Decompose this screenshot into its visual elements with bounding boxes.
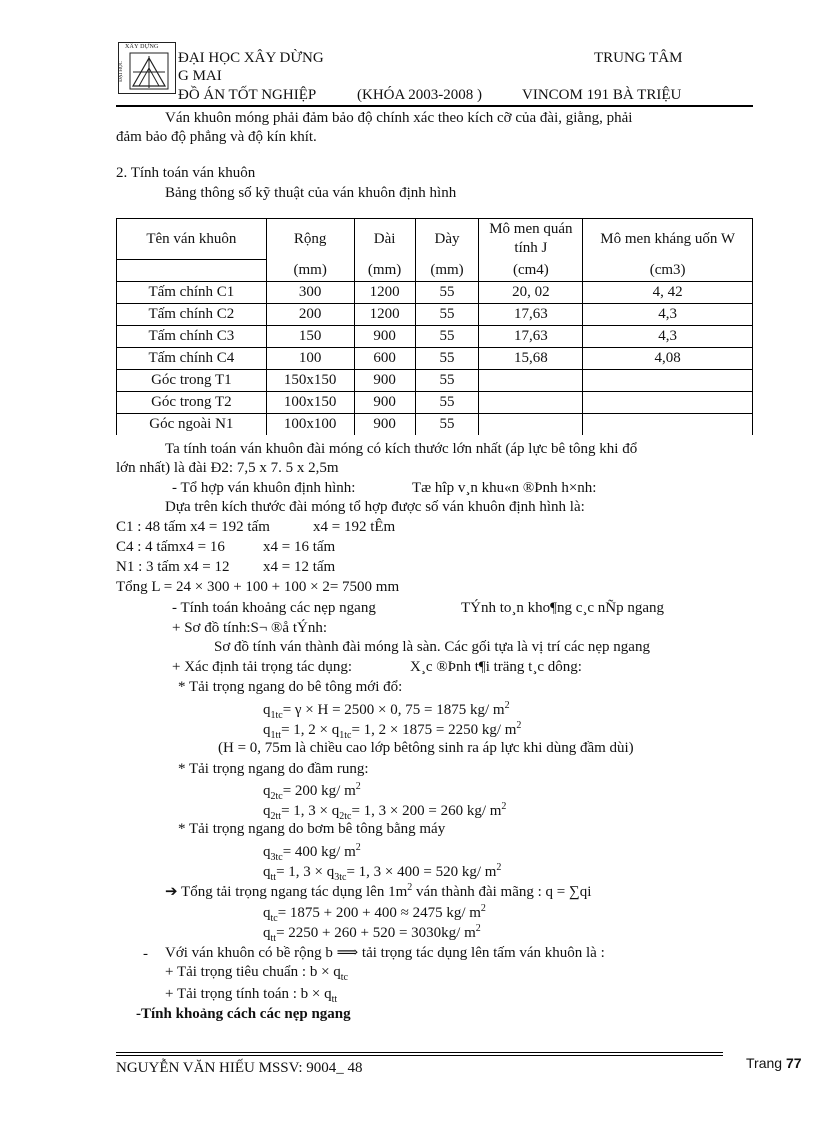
unit-thick: (mm) [415,260,479,282]
footer-rule-top [116,1052,723,1053]
footer-author: NGUYỄN VĂN HIẾU MSSV: 9004_ 48 [116,1060,363,1076]
cell-name: Góc trong T2 [117,392,267,414]
formula-qtt-pump: $q_{tt}= 1$, $3 \times q_{3tc}= 1$, 3 × 400 = 520 kg/ $m^2$ [263,862,502,883]
para-1a: Ta tính toán ván khuôn đài móng có kích thước lớn nhất (áp lực bê tông khi đổ [165,441,638,457]
cell-inertia [479,370,583,392]
cell-inertia [479,392,583,414]
load-vibration: * Tải trọng ngang do đầm rung: [178,761,369,777]
table-row [117,370,753,392]
spacing-heading: - Tính toán khoảng các nẹp ngang [172,600,376,616]
header-center: TRUNG TÂM [594,50,683,66]
unit-inertia: (cm4) [479,260,583,282]
col-header-name: Tên ván khuôn [117,219,267,260]
cell-name: Góc ngoài N1 [117,414,267,436]
spacing-subheading: -Tính khoảng cách các nẹp ngang [136,1006,351,1022]
cell-thick: 55 [415,326,479,348]
formula-qtc: $q_{tc}= 1875 + 200 + 400 \approx 2475$ kg/ $m^2$ [263,903,486,924]
intro-line-1: Ván khuôn móng phải đảm bảo độ chính xác theo kích cỡ của đài, giằng, phải [165,110,633,126]
cell-moment [583,392,753,414]
formwork-spec-table [116,218,753,435]
col-header-thick: Dày [415,219,479,260]
cell-width: 150x150 [266,370,354,392]
col-header-inertia: Mô men quán tính J [479,219,583,260]
footer-page: Trang 77 [746,1055,802,1071]
table-caption: Bảng thông số kỹ thuật của ván khuôn định hình [165,185,457,201]
cell-width: 200 [266,304,354,326]
scheme-description: Sơ đồ tính ván thành đài móng là sàn. Các gối tựa là vị trí các nẹp ngang [214,639,650,655]
cell-length: 900 [354,370,415,392]
unit-length: (mm) [354,260,415,282]
count-c1-b: x4 = 192 tÊm [313,519,396,535]
table-units-row [117,260,753,282]
scheme-heading: + Sơ đồ tính:S¬ ®å tÝnh: [172,620,328,636]
cell-moment: 4,3 [583,304,753,326]
cell-inertia: 20, 02 [479,282,583,304]
cell-inertia: 17,63 [479,326,583,348]
cell-name: Góc trong T1 [117,370,267,392]
cell-thick: 55 [415,348,479,370]
formula-q1tt: $q_{1tt}= 1$, $2 \times q_{1tc}= 1$, 2 × 1875 = 2250 kg/ $m^2$ [263,720,522,741]
formula-qtt: $q_{tt}= 2250 + 260 + 520 = 3030kg/$ $m^2$ [263,923,481,944]
cell-width: 300 [266,282,354,304]
load-concrete: * Tải trọng ngang do bê tông mới đổ: [178,679,403,695]
intro-line-2: đảm bảo độ phẳng và độ kín khít. [116,129,317,145]
footer-rule-bottom [116,1055,723,1056]
col-header-moment: Mô men kháng uốn W [583,219,753,260]
load-heading-garbled: X¸c ®Þnh t¶i träng t¸c dông: [410,659,582,675]
cell-thick: 55 [415,414,479,436]
cell-moment: 4, 42 [583,282,753,304]
cell-length: 900 [354,326,415,348]
cell-inertia: 17,63 [479,304,583,326]
para-1b: lớn nhất) là đài Đ2: 7,5 x 7. 5 x 2,5m [116,460,339,476]
table-row [117,392,753,414]
logo-emblem-icon [129,52,169,90]
logo-text: XÂY DỰNG [125,44,159,50]
cell-width: 100x100 [266,414,354,436]
count-c4: C4 : 4 tấmx4 = 16 [116,539,225,555]
cell-length: 1200 [354,282,415,304]
table-header-row [117,219,753,260]
cell-thick: 55 [415,304,479,326]
col-header-width: Rộng [266,219,354,260]
cell-width: 100 [266,348,354,370]
cell-length: 600 [354,348,415,370]
count-n1-b: x4 = 12 tấm [263,559,336,575]
cell-width: 150 [266,326,354,348]
spacing-heading-garbled: TÝnh to¸n kho¶ng c¸c nÑp ngang [461,600,665,616]
cell-name: Tấm chính C4 [117,348,267,370]
cell-name: Tấm chính C1 [117,282,267,304]
cell-name: Tấm chính C2 [117,304,267,326]
para-2-garbled: Tæ hîp v¸n khu«n ®Þnh h×nh: [412,480,597,496]
cell-inertia: 15,68 [479,348,583,370]
count-n1: N1 : 3 tấm x4 = 12 [116,559,230,575]
para-2: - Tổ hợp ván khuôn định hình: [172,480,356,496]
unit-cell-empty [117,260,267,282]
para-3: Dựa trên kích thước đài móng tổ hợp được số ván khuôn định hình là: [165,499,585,515]
table-row [117,304,753,326]
table-row [117,326,753,348]
header-project-name: VINCOM 191 BÀ TRIỆU [522,87,682,103]
cell-inertia [479,414,583,436]
load-pump: * Tải trọng ngang do bơm bê tông bằng máy [178,821,446,837]
cell-moment [583,414,753,436]
university-logo [118,42,176,94]
col-header-length: Dài [354,219,415,260]
total-length: Tổng L = 24 × 300 + 100 + 100 × 2= 7500 mm [116,579,400,595]
unit-moment: (cm3) [583,260,753,282]
width-line: Với ván khuôn có bề rộng b ⟹ tải trọng tác dụng lên tấm ván khuôn là : [165,945,605,961]
cell-moment: 4,3 [583,326,753,348]
cell-thick: 55 [415,282,479,304]
cell-length: 900 [354,414,415,436]
total-load-line: ➔ Tổng tải trọng ngang tác dụng lên $1m^2$ ván thành đài mãng : q = ∑qi [165,882,592,900]
cell-thick: 55 [415,392,479,414]
height-note: (H = 0, 75m là chiều cao lớp bêtông sinh ra áp lực khi dùng đầm dùi) [218,740,634,756]
cell-thick: 55 [415,370,479,392]
calculated-load: + Tải trọng tính toán : $b \times q_{tt}$ [165,986,338,1005]
load-heading: + Xác định tải trọng tác dụng: [172,659,353,675]
table-row [117,348,753,370]
formula-q3tc: $q_{3tc}= 400$ kg/ $m^2$ [263,842,361,863]
cell-moment [583,370,753,392]
header-course: (KHÓA 2003-2008 ) [357,87,482,103]
header-rule [116,105,753,107]
formula-q2tt: $q_{2tt}= 1$, $3 \times q_{2tc}= 1$, 3 × 200 = 260 kg/ $m^2$ [263,801,507,822]
header-project-label: ĐỒ ÁN TỐT NGHIỆP [178,87,317,103]
header-line2: G MAI [178,68,222,84]
bullet-dash: - [143,946,148,962]
table-row [117,414,753,436]
section-heading: 2. Tính toán ván khuôn [116,165,256,181]
count-c4-b: x4 = 16 tấm [263,539,336,555]
cell-width: 100x150 [266,392,354,414]
cell-length: 900 [354,392,415,414]
formula-q2tc: $q_{2tc}= 200$ kg/ $m^2$ [263,781,361,802]
formula-q1tc: $q_{1tc}= \gamma \times H = 2500 \times 0$, 75 = 1875 kg/ $m^2$ [263,700,510,721]
standard-load: + Tải trọng tiêu chuẩn : $b \times q_{tc}$ [165,964,348,983]
cell-length: 1200 [354,304,415,326]
cell-moment: 4,08 [583,348,753,370]
table-row [117,282,753,304]
unit-width: (mm) [266,260,354,282]
cell-name: Tấm chính C3 [117,326,267,348]
logo-side-text: ĐẠI HỌC [119,61,124,82]
count-c1: C1 : 48 tấm x4 = 192 tấm [116,519,270,535]
header-university: ĐẠI HỌC XÂY DỪNG [178,50,324,66]
